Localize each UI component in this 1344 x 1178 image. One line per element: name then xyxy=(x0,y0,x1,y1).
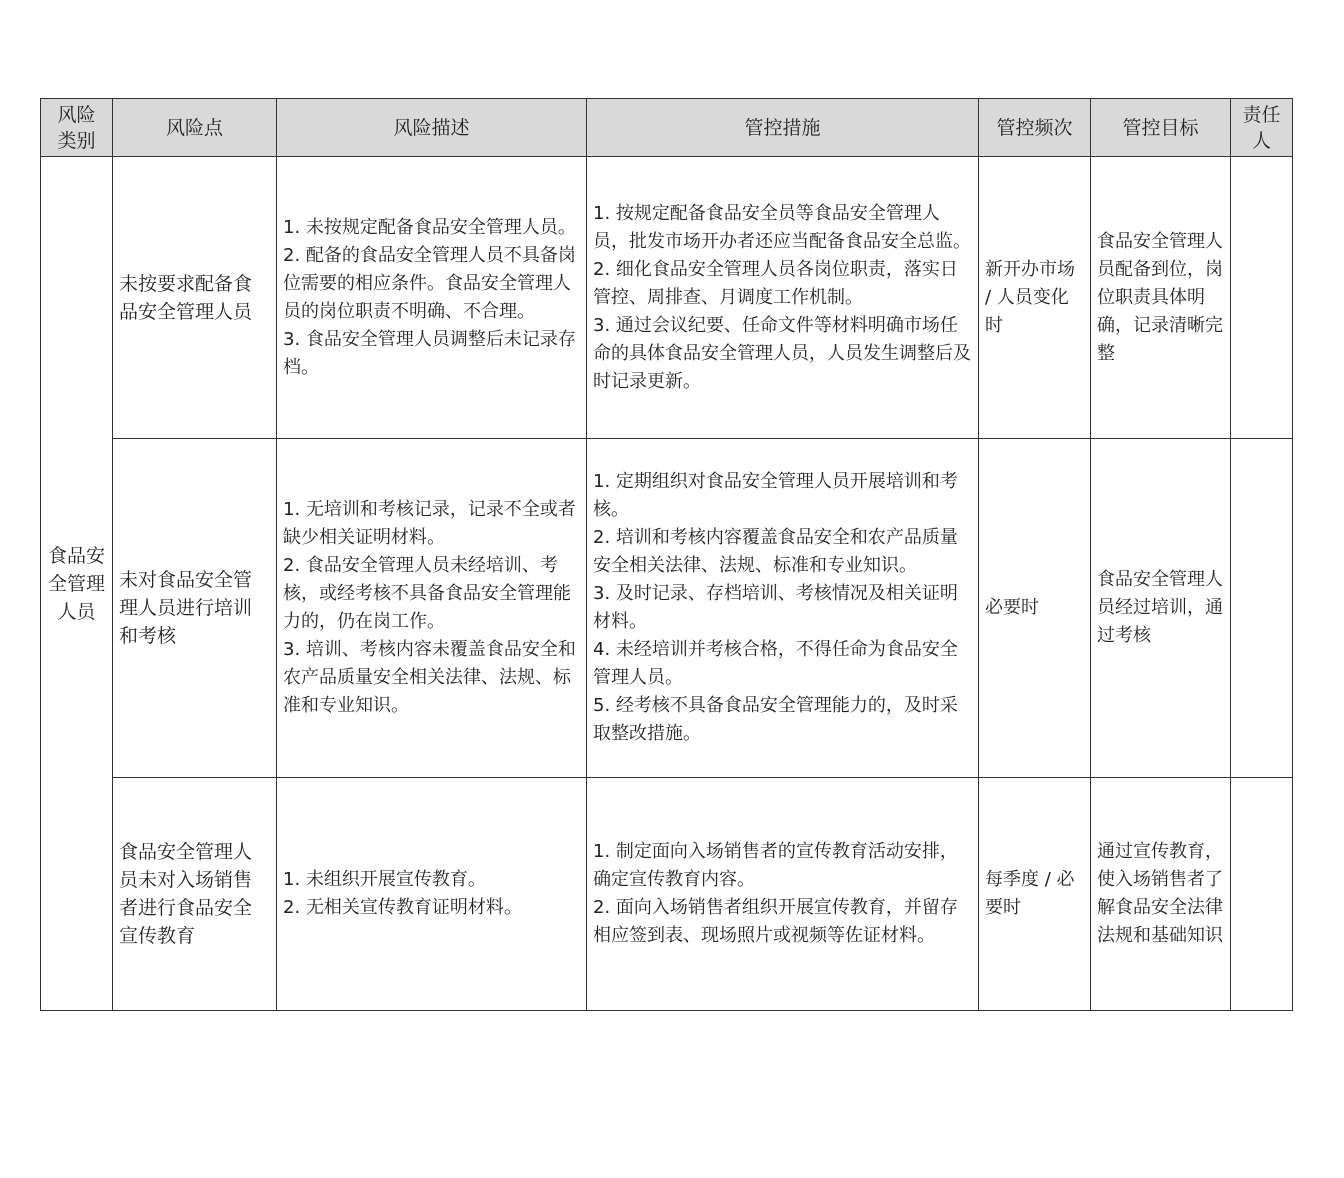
responsible-cell xyxy=(1231,778,1293,1011)
header-category: 风险 类别 xyxy=(41,99,113,157)
risk-control-table xyxy=(40,98,1293,1011)
control-frequency-cell: 每季度 / 必要时 xyxy=(979,778,1091,1011)
table-row xyxy=(41,439,1293,778)
responsible-cell xyxy=(1231,439,1293,778)
header-target: 管控目标 xyxy=(1091,99,1231,157)
risk-description-cell: 1. 无培训和考核记录，记录不全或者缺少相关证明材料。 2. 食品安全管理人员未经培训、考核，或经考核不具备食品安全管理能力的，仍在岗工作。 3. 培训、考核内容未覆盖食品安全和农产品质量安全相关法律、法规、标准和专业知识。 xyxy=(277,439,587,778)
header-measures: 管控措施 xyxy=(587,99,979,157)
header-frequency: 管控频次 xyxy=(979,99,1091,157)
table-row xyxy=(41,778,1293,1011)
risk-point-cell: 未对食品安全管理人员进行培训和考核 xyxy=(113,439,277,778)
control-target-cell: 食品安全管理人员经过培训，通过考核 xyxy=(1091,439,1231,778)
control-measures-cell: 1. 制定面向入场销售者的宣传教育活动安排，确定宣传教育内容。 2. 面向入场销售者组织开展宣传教育，并留存相应签到表、现场照片或视频等佐证材料。 xyxy=(587,778,979,1011)
risk-description-cell: 1. 未组织开展宣传教育。 2. 无相关宣传教育证明材料。 xyxy=(277,778,587,1011)
header-point: 风险点 xyxy=(113,99,277,157)
header-responsible: 责任 人 xyxy=(1231,99,1293,157)
category-cell: 食品安 全管理 人员 xyxy=(41,157,113,1011)
table-row xyxy=(41,157,1293,439)
control-frequency-cell: 新开办市场 / 人员变化时 xyxy=(979,157,1091,439)
control-frequency-cell: 必要时 xyxy=(979,439,1091,778)
risk-point-cell: 未按要求配备食品安全管理人员 xyxy=(113,157,277,439)
control-target-cell: 食品安全管理人员配备到位，岗位职责具体明确，记录清晰完整 xyxy=(1091,157,1231,439)
control-target-cell: 通过宣传教育，使入场销售者了解食品安全法律法规和基础知识 xyxy=(1091,778,1231,1011)
control-measures-cell: 1. 定期组织对食品安全管理人员开展培训和考核。 2. 培训和考核内容覆盖食品安全和农产品质量安全相关法律、法规、标准和专业知识。 3. 及时记录、存档培训、考核情况及相关证明材料。 4. 未经培训并考核合格，不得任命为食品安全管理人员。 5. 经考核不具备食品安全管理能力的，及时采取整改措施。 xyxy=(587,439,979,778)
risk-point-cell: 食品安全管理人员未对入场销售者进行食品安全宣传教育 xyxy=(113,778,277,1011)
header-description: 风险描述 xyxy=(277,99,587,157)
control-measures-cell: 1. 按规定配备食品安全员等食品安全管理人员，批发市场开办者还应当配备食品安全总监。 2. 细化食品安全管理人员各岗位职责，落实日管控、周排查、月调度工作机制。 3. 通过会议纪要、任命文件等材料明确市场任命的具体食品安全管理人员，人员发生调整后及时记录更新。 xyxy=(587,157,979,439)
table-header-row xyxy=(41,99,1293,157)
responsible-cell xyxy=(1231,157,1293,439)
risk-description-cell: 1. 未按规定配备食品安全管理人员。 2. 配备的食品安全管理人员不具备岗位需要的相应条件。食品安全管理人员的岗位职责不明确、不合理。 3. 食品安全管理人员调整后未记录存档。 xyxy=(277,157,587,439)
